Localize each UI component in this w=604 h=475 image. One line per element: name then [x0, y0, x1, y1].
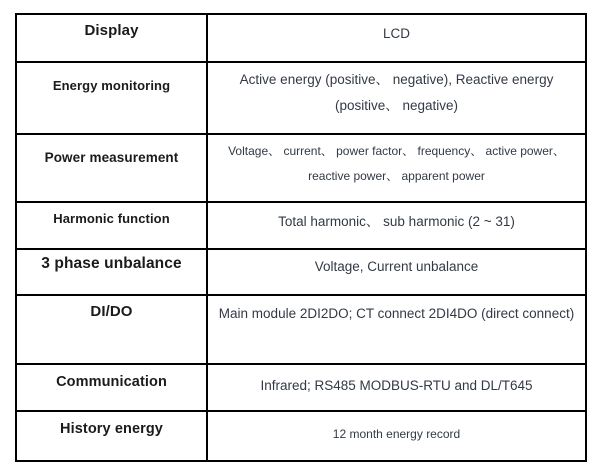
spec-value-3-phase-unbalance: Voltage, Current unbalance: [207, 249, 586, 295]
spec-label-3-phase-unbalance: 3 phase unbalance: [16, 249, 207, 295]
table-row-3-phase-unbalance: [16, 249, 586, 295]
spec-label-communication: Communication: [16, 364, 207, 411]
table-row-history-energy: [16, 411, 586, 461]
spec-value-energy-monitoring: Active energy (positive、 negative), Reactive energy (positive、 negative): [207, 62, 586, 134]
spec-label-harmonic-function: Harmonic function: [16, 202, 207, 249]
spec-table: [15, 13, 587, 462]
spec-label-history-energy: History energy: [16, 411, 207, 461]
spec-label-energy-monitoring: Energy monitoring: [16, 62, 207, 134]
spec-label-power-measurement: Power measurement: [16, 134, 207, 202]
spec-label-di-do: DI/DO: [16, 295, 207, 364]
spec-value-power-measurement: Voltage、 current、 power factor、 frequency、 active power、 reactive power、 apparent power: [207, 134, 586, 202]
table-row-power-measurement: [16, 134, 586, 202]
spec-label-display: Display: [16, 14, 207, 62]
spec-value-harmonic-function: Total harmonic、 sub harmonic (2 ~ 31): [207, 202, 586, 249]
table-row-harmonic-function: [16, 202, 586, 249]
spec-value-display: LCD: [207, 14, 586, 62]
spec-value-communication: Infrared; RS485 MODBUS-RTU and DL/T645: [207, 364, 586, 411]
table-row-display: [16, 14, 586, 62]
table-row-di-do: [16, 295, 586, 364]
table-row-energy-monitoring: [16, 62, 586, 134]
spec-value-di-do: Main module 2DI2DO; CT connect 2DI4DO (direct connect): [207, 295, 586, 364]
table-row-communication: [16, 364, 586, 411]
spec-value-history-energy: 12 month energy record: [207, 411, 586, 461]
